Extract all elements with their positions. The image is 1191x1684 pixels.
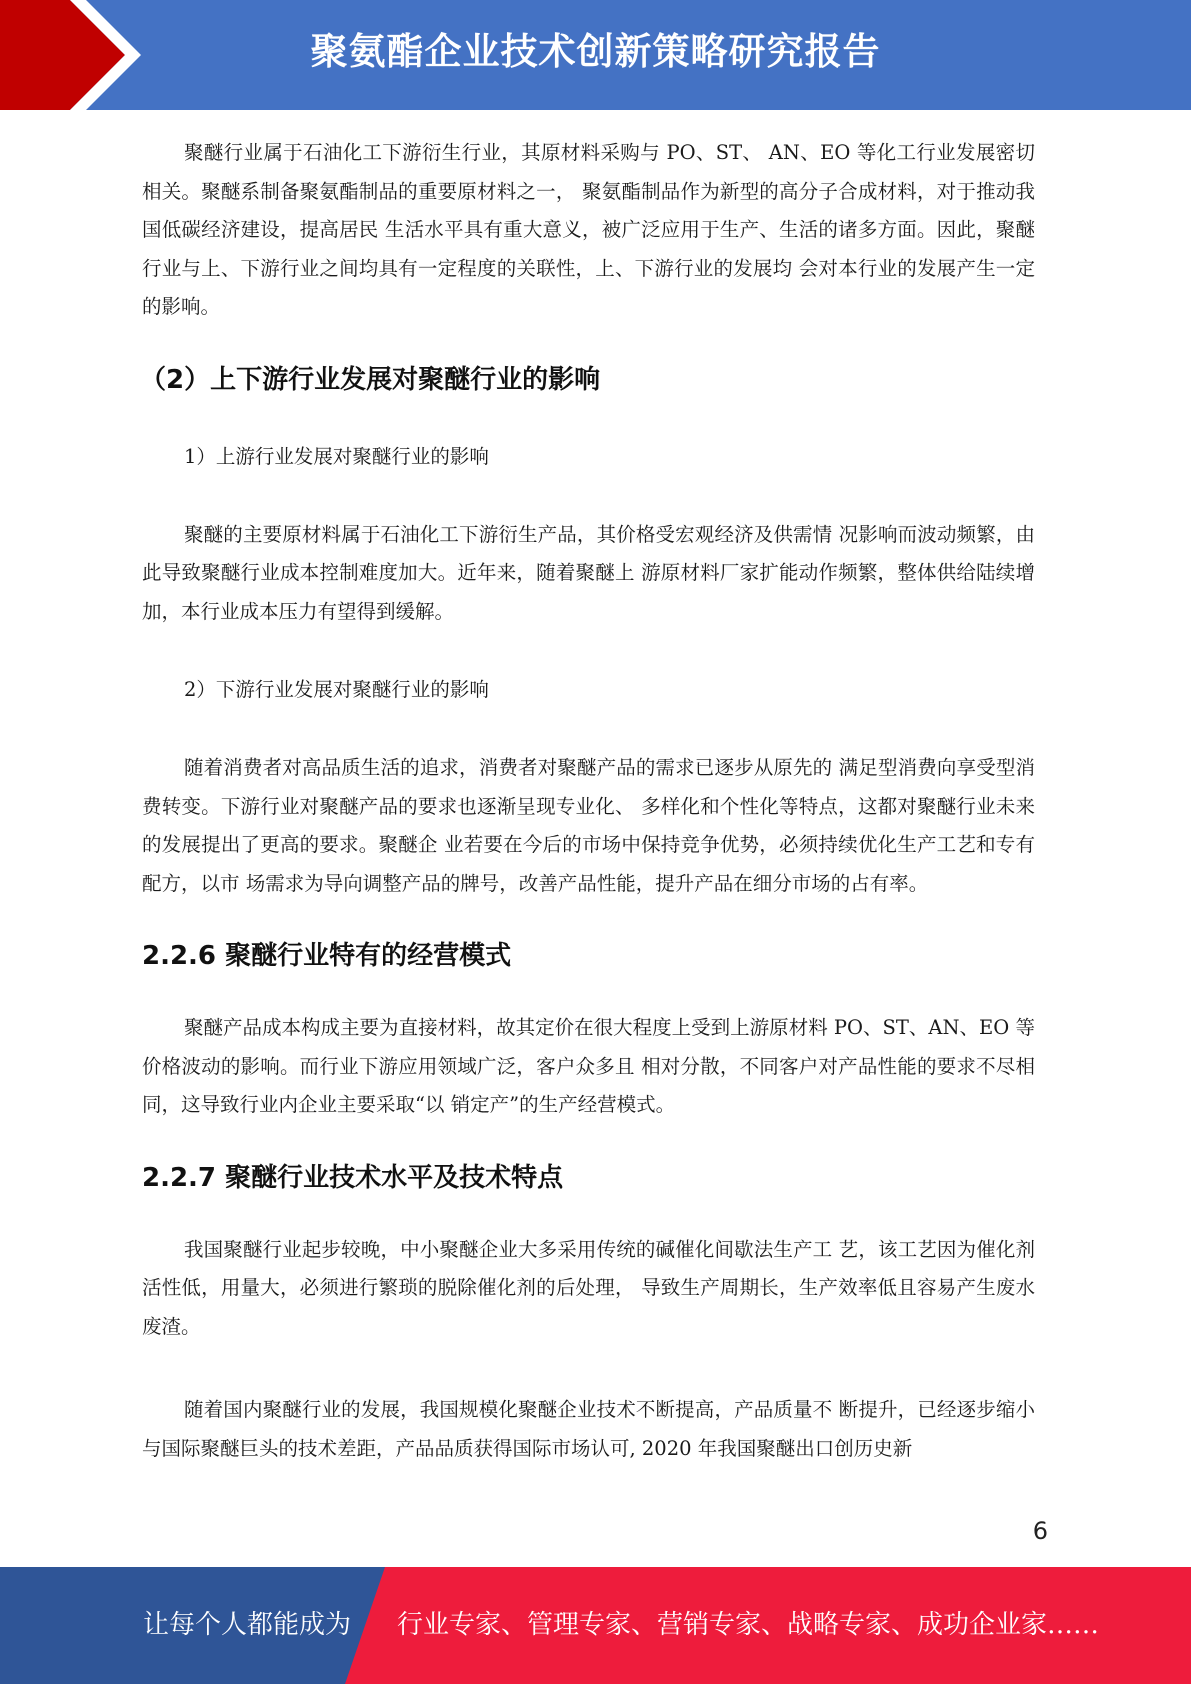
page-content [142,134,1035,1468]
page-footer [0,1567,1191,1684]
footer-slogan-left: 让每个人都能成为 [143,1610,352,1640]
subheading-upstream: 1）上游行业发展对聚醚行业的影响 [184,444,489,468]
business-model-paragraph: 聚醚产品成本构成主要为直接材料，故其定价在很大程度上受到上游原材料 PO、ST、AN、EO 等价格波动的影响。而行业下游应用领域广泛，客户众多且 相对分散，不同客户对产品性能的要求不尽相同，这导致行业内企业主要采取“以 销定产”的生产经营模式。 [142,1016,1035,1116]
section-heading-upstream-downstream: （2）上下游行业发展对聚醚行业的影响 [140,364,601,395]
upstream-paragraph: 聚醚的主要原材料属于石油化工下游衍生产品，其价格受宏观经济及供需情 况影响而波动频繁，由此导致聚醚行业成本控制难度加大。近年来，随着聚醚上 游原材料厂家扩能动作频繁，整体供给陆续增加，本行业成本压力有望得到缓解。 [142,522,1035,623]
technology-paragraph-2: 随着国内聚醚行业的发展，我国规模化聚醚企业技术不断提高，产品质量不 断提升，已经逐步缩小与国际聚醚巨头的技术差距，产品品质获得国际市场认可, 2020 年我国聚醚出口创历史新 [142,1398,1035,1460]
downstream-paragraph: 随着消费者对高品质生活的追求，消费者对聚醚产品的需求已逐步从原先的 满足型消费向享受型消费转变。下游行业对聚醚产品的要求也逐渐呈现专业化、 多样化和个性化等特点，这都对聚醚行业未来的发展提出了更高的要求。聚醚企 业若要在今后的市场中保持竞争优势，必须持续优化生产工艺和专有配方，以市 场需求为导向调整产品的牌号，改善产品性能，提升产品在细分市场的占有率。 [142,756,1035,895]
section-heading-2-2-6: 2.2.6 聚醚行业特有的经营模式 [142,941,512,971]
report-title: 聚氨酯企业技术创新策略研究报告 [310,30,881,73]
subheading-downstream: 2）下游行业发展对聚醚行业的影响 [184,678,489,701]
footer-slogan-right: 行业专家、管理专家、营销专家、战略专家、成功企业家…… [397,1610,1100,1640]
technology-paragraph-1: 我国聚醚行业起步较晚，中小聚醚企业大多采用传统的碱催化间歇法生产工 艺，该工艺因为催化剂活性低，用量大，必须进行繁琐的脱除催化剂的后处理， 导致生产周期长，生产效率低且容易产生废水废渣。 [142,1237,1035,1338]
red-arrow-decoration [0,0,160,110]
intro-paragraph: 聚醚行业属于石油化工下游衍生行业，其原材料采购与 PO、ST、 AN、EO 等化工行业发展密切相关。聚醚系制备聚氨酯制品的重要原材料之一， 聚氨酯制品作为新型的高分子合成材料，对于推动我国低碳经济建设，提高居民 生活水平具有重大意义，被广泛应用于生产、生活的诸多方面。因此，聚醚行业与上、下游行业之间均具有一定程度的关联性，上、下游行业的发展均 会对本行业的发展产生一定的影响。 [142,141,1035,318]
page-number: 6 [1032,1517,1048,1545]
page-header [0,0,1191,110]
section-heading-2-2-7: 2.2.7 聚醚行业技术水平及技术特点 [142,1162,564,1193]
